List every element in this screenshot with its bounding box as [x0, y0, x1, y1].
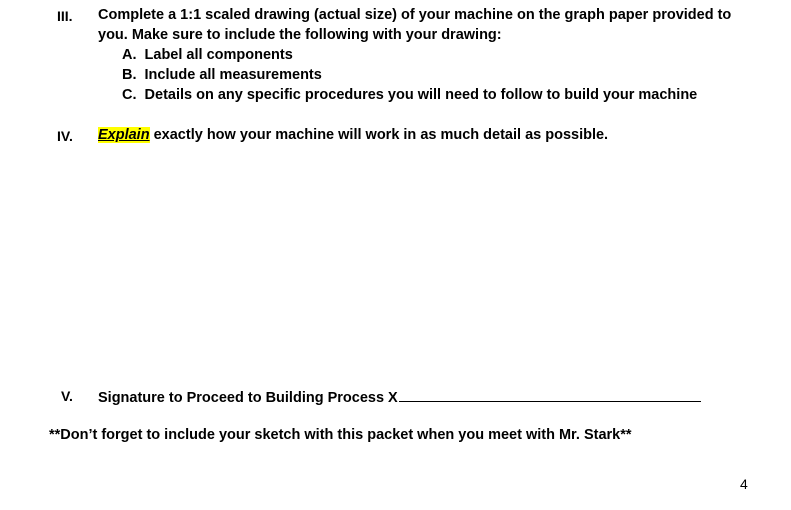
list-item-a: [122, 47, 293, 63]
list-item-letter: B.: [122, 67, 137, 83]
section-3-line-1: Complete a 1:1 scaled drawing (actual size) of your machine on the graph paper provided to: [98, 7, 732, 23]
list-item-text: Include all measurements: [144, 67, 322, 83]
section-3-line-2: you. Make sure to include the following with your drawing:: [98, 27, 502, 43]
section-5-numeral: V.: [61, 388, 73, 404]
signature-line: [98, 387, 701, 406]
list-item-letter: C.: [122, 87, 137, 103]
list-item-text: Label all components: [144, 47, 293, 63]
signature-blank[interactable]: [399, 387, 701, 402]
list-item-c: [122, 87, 697, 103]
signature-label: Signature to Proceed to Building Process X: [98, 390, 398, 406]
section-4-text: [98, 127, 608, 143]
list-item-text: Details on any specific procedures you will need to follow to build your machine: [144, 87, 698, 103]
page-number: 4: [740, 476, 748, 492]
list-item-letter: A.: [122, 47, 137, 63]
section-3-numeral: III.: [57, 8, 73, 24]
section-4-numeral: IV.: [57, 128, 73, 144]
highlighted-keyword: Explain: [98, 127, 150, 143]
list-item-b: [122, 67, 322, 83]
section-4-instruction: exactly how your machine will work in as much detail as possible.: [149, 127, 609, 143]
reminder-note: **Don’t forget to include your sketch with this packet when you meet with Mr. Stark**: [49, 427, 632, 443]
